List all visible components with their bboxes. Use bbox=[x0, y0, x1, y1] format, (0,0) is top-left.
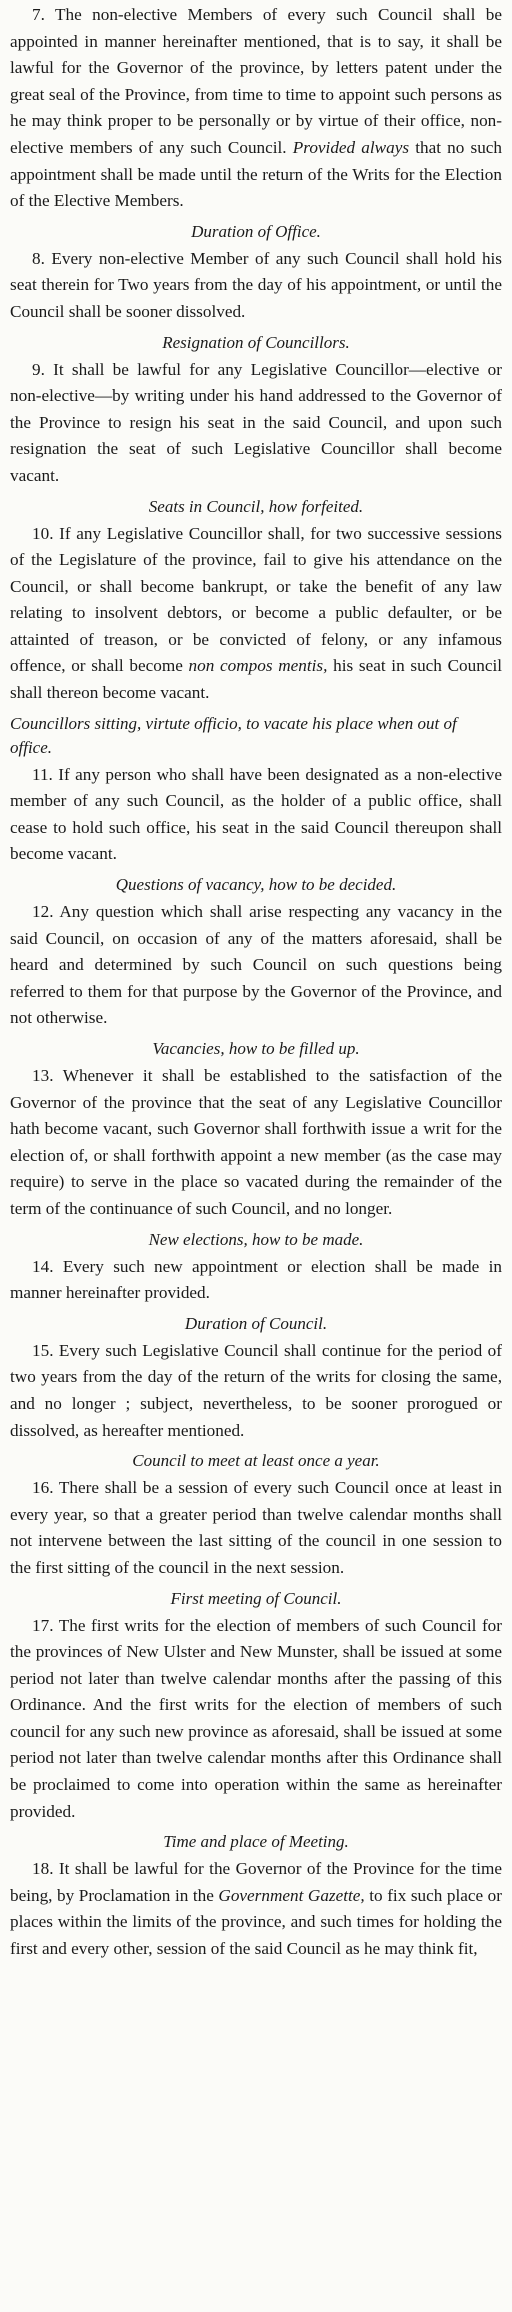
section-11-heading: Councillors sitting, virtute officio, to vacate his place when out of office. bbox=[10, 713, 457, 757]
section-8-text: 8. Every non-elective Member of any such Council shall hold his seat therein for Two years from the day of his appointment, or until the Council shall be sooner dissolved. bbox=[10, 248, 502, 321]
section-10-text: 10. If any Legislative Councillor shall, for two successive sessions of the Legislature of the province, fail to give his attendance on the Council, or shall become bankrupt, or take the benefit of any law relating to insolvent debtors, or become a public defaulter, or be attainted of treason, or be convicted of felony, or any infamous offence, or shall become non compos mentis, his seat in such Council shall thereon become vacant. bbox=[10, 523, 503, 703]
section-7-italic: Provided always bbox=[292, 137, 410, 157]
section-13-text: 13. Whenever it shall be established to the satisfaction of the Governor of the province that the seat of any Legislative Councillor hath become vacant, such Governor shall forthwith issue a writ for the election of, or shall forthwith appoint a new member (as the case may require) to serve in the place so vacated during the remainder of the term of the continuance of such Council, and no longer. bbox=[10, 1066, 502, 1218]
section-8-heading: Duration of Office. bbox=[191, 221, 321, 241]
section-12-heading: Questions of vacancy, how to be decided. bbox=[115, 875, 397, 895]
section-14-heading: New elections, how to be made. bbox=[148, 1229, 364, 1249]
section-7-text: 7. The non-elective Members of every such Council shall be appointed in manner hereinafter mentioned, that is to say, it shall be lawful for the Governor of the province, by letters patent under the great seal of the Province, from time to time to appoint such persons as he may think proper to be personally or by virtue of their office, non-elective members of any such Council. Provided always that no such appointment shall be made until the return of the Writs for the Election of the Elective Members. bbox=[10, 5, 503, 211]
section-10-heading: Seats in Council, how forfeited. bbox=[148, 496, 364, 516]
section-12-text: 12. Any question which shall arise respecting any vacancy in the said Council, on occasion of any of the matters aforesaid, shall be heard and determined by such Council on such questions being referred to them for that purpose by the Governor of the Province, and not otherwise. bbox=[10, 902, 502, 1028]
section-10-italic: non compos mentis, bbox=[188, 656, 328, 676]
section-16-text: 16. There shall be a session of every such Council once at least in every year, so that a greater period than twelve calendar months shall not intervene between the last sitting of the council in one session to the first sitting of the council in the next session. bbox=[10, 1478, 502, 1577]
section-18-italic: Government Gazette, bbox=[218, 1885, 365, 1905]
section-9-heading: Resignation of Councillors. bbox=[162, 332, 350, 352]
section-17-heading: First meeting of Council. bbox=[170, 1588, 342, 1608]
section-17-text: 17. The first writs for the election of members of such Council for the provinces of New Ulster and New Munster, shall be issued at some period not later than twelve calendar months after the passing of this Ordinance. And the first writs for the election of members of such council for any such new province as aforesaid, shall be issued at some period not later than twelve calendar months after this Ordinance shall be proclaimed to come into operation within the same as hereinafter provided. bbox=[10, 1615, 502, 1821]
section-9-text: 9. It shall be lawful for any Legislative Councillor—elective or non-elective—by writing under his hand addressed to the Governor of the Province to resign his seat in the said Council, and upon such resignation the seat of such Legislative Councillor shall become vacant. bbox=[10, 359, 502, 485]
section-14-text: 14. Every such new appointment or election shall be made in manner hereinafter provided. bbox=[10, 1256, 502, 1303]
section-13-heading: Vacancies, how to be filled up. bbox=[152, 1039, 360, 1058]
section-16-heading: Council to meet at least once a year. bbox=[132, 1451, 380, 1471]
section-18-heading: Time and place of Meeting. bbox=[163, 1832, 349, 1852]
section-15-heading: Duration of Council. bbox=[184, 1313, 328, 1333]
section-18-text: 18. It shall be lawful for the Governor of the Province for the time being, by Proclamation in the Government Gazette, to fix such place or places within the limits of the province, and such times for holding the first and every other, session of the said Council as he may think fit, bbox=[10, 1859, 503, 1959]
section-11-text: 11. If any person who shall have been designated as a non-elective member of any such Council, as the holder of a public office, shall cease to hold such office, his seat in the said Council thereupon shall become vacant. bbox=[10, 764, 502, 864]
section-15-text: 15. Every such Legislative Council shall continue for the period of two years from the day of the return of the writs for closing the same, and no longer ; subject, nevertheless, to be sooner prorogued or dissolved, as hereafter mentioned. bbox=[10, 1340, 502, 1440]
